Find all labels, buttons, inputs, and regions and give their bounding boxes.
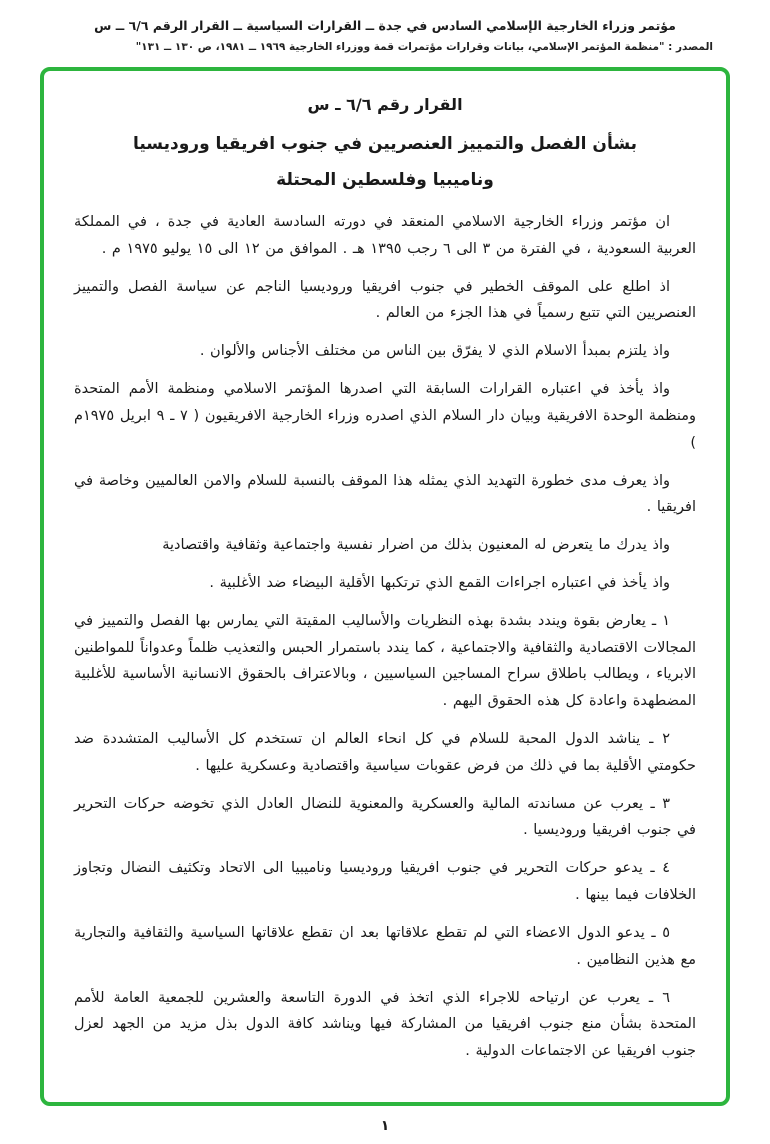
document-header	[0, 0, 770, 53]
paragraph-preamble-repression: واذ يأخذ في اعتباره اجراءات القمع الذي ترتكبها الأقلية البيضاء ضد الأغلبية .	[209, 574, 670, 591]
resolution-subject-line2: وناميبيا وفلسطين المحتلة	[276, 169, 494, 190]
paragraph-operative-6: ٦ ـ يعرب عن ارتياحه للاجراء الذي اتخذ في الدورة التاسعة والعشرين للجمعية العامة للأمم المتحدة بشأن منع جنوب افريقيا من المشاركة فيها ويناشد كافة الدول بذل مزيد من الجهد لعزل جنوب افريقيا عن الاجتماعات الدولية .	[74, 989, 696, 1060]
paragraph-preamble-islam-principle: واذ يلتزم بمبدأ الاسلام الذي لا يفرّق بين الناس من مختلف الأجناس والألوان .	[199, 343, 670, 360]
paragraph-operative-3: ٣ ـ يعرب عن مساندته المالية والعسكرية والمعنوية للنضال العادل الذي تخوضه حركات التحرير في جنوب افريقيا وروديسيا .	[74, 795, 696, 839]
header-source-line: المصدر : "منظمة المؤتمر الإسلامي، بيانات وقرارات مؤتمرات قمة ووزراء الخارجية ١٩٦٩ ــ ١٩٨١، ص ١٣٠ ــ ١٣١"	[135, 41, 713, 53]
resolution-number-title: القرار رقم ٦/٦ ـ س	[307, 95, 463, 114]
resolution-body	[74, 209, 696, 1065]
resolution-subject-line1: بشأن الفصل والتمييز العنصريين في جنوب افريقيا وروديسيا	[132, 134, 638, 154]
paragraph-preamble-harms: واذ يدرك ما يتعرض له المعنيون بذلك من اضرار نفسية واجتماعية وثقافية واقتصادية	[162, 537, 670, 554]
paragraph-preamble-situation: اذ اطلع على الموقف الخطير في جنوب افريقيا وروديسيا الناجم عن سياسة الفصل والتمييز العنصريين التي تتبع رسمياً في هذا الجزء من العالم .	[74, 278, 696, 322]
page-number: ١	[380, 1117, 390, 1134]
paragraph-preamble-threat: واذ يعرف مدى خطورة التهديد الذي يمثله هذا الموقف بالنسبة للسلام والامن العالميين وخاصة في افريقيا .	[74, 472, 696, 516]
paragraph-operative-1: ١ ـ يعارض بقوة ويندد بشدة بهذه النظريات والأساليب المقيتة التي يمارس بها الفصل والتمييز في المجالات الاقتصادية والثقافية والاجتماعية ، كما يندد باستمرار الحبس والتعذيب ظلماً وعدواناً للمواطنين الابرياء ، ويطالب باطلاق سراح المساجين السياسيين ، وبالاعتراف بالحقوق الانسانية الأساسية للأغلبية المضطهدة واعادة كل هذه الحقوق اليهم .	[74, 612, 696, 710]
paragraph-preamble-previous-resolutions: واذ يأخذ في اعتباره القرارات السابقة التي اصدرها المؤتمر الاسلامي ومنظمة الأمم المتحدة ومنظمة الوحدة الافريقية وبيان دار السلام الذي اصدره وزراء الخارجية الافريقيون ( ٧ ـ ٩ ابريل ١٩٧٥م )	[74, 381, 696, 451]
paragraph-operative-2: ٢ ـ يناشد الدول المحبة للسلام في كل انحاء العالم ان تستخدم كل الأساليب المتشددة ضد حكومتي الأقلية بما في ذلك من فرض عقوبات سياسية واقتصادية وعسكرية عليها .	[74, 731, 696, 774]
paragraph-preamble-session: ان مؤتمر وزراء الخارجية الاسلامي المنعقد في دورته السادسة العادية في جدة ، في المملكة العربية السعودية ، في الفترة من ٣ الى ٦ رجب ١٣٩٥ هـ . الموافق من ١٢ الى ١٥ يوليو ١٩٧٥ م .	[74, 214, 696, 257]
header-conference-title: مؤتمر وزراء الخارجية الإسلامي السادس في جدة ــ القرارات السياسية ــ القرار الرقم ٦/٦ ــ س	[94, 18, 676, 33]
highlight-frame	[40, 67, 730, 1106]
page-footer	[0, 1106, 770, 1144]
paragraph-operative-5: ٥ ـ يدعو الدول الاعضاء التي لم تقطع علاقاتها بعد ان تقطع علاقاتها السياسية والثقافية والتجارية مع هذين النظامين .	[74, 924, 696, 968]
paragraph-operative-4: ٤ ـ يدعو حركات التحرير في جنوب افريقيا وروديسيا وناميبيا الى الاتحاد وتكثيف النضال وتجاوز الخلافات فيما بينها .	[74, 860, 696, 904]
